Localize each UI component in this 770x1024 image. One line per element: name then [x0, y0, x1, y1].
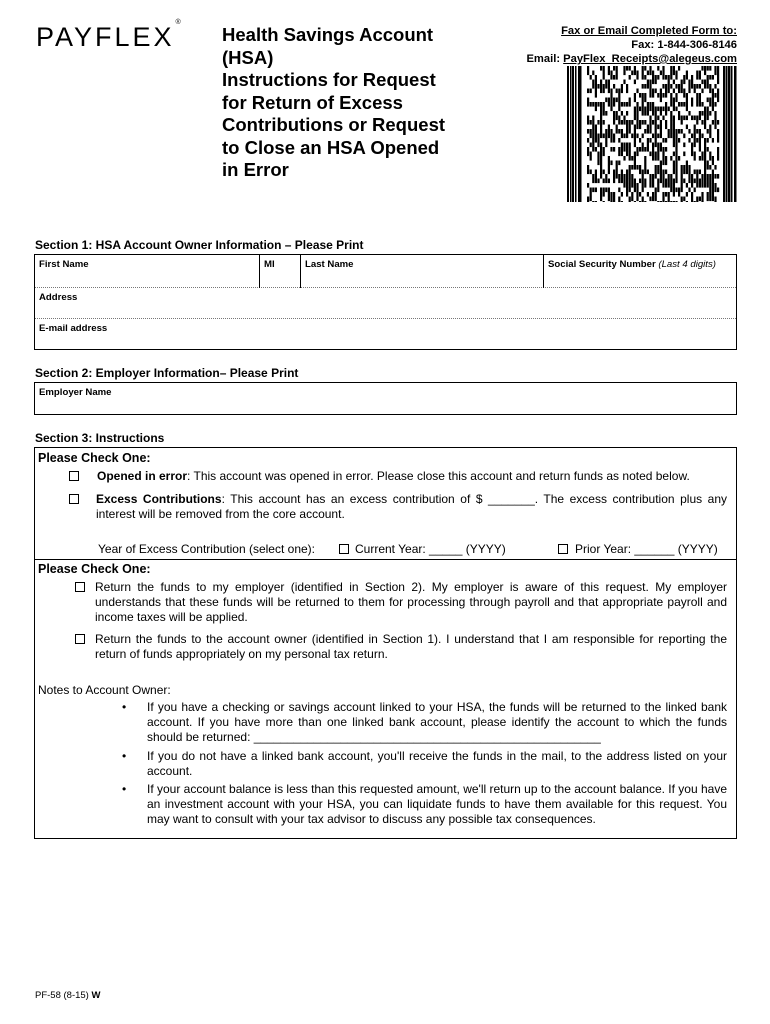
fax-number: Fax: 1-844-306-8146	[631, 39, 737, 51]
mi-field[interactable]: MI	[260, 255, 301, 288]
opened-in-error-checkbox[interactable]	[69, 471, 79, 481]
ssn-field[interactable]: Social Security Number (Last 4 digits)	[548, 259, 716, 270]
barcode-image	[567, 66, 737, 202]
return-to-owner-checkbox[interactable]	[75, 634, 85, 644]
form-title: Health Savings Account (HSA) Instructions for Request for Return of Excess Contributions or Request to Close an HSA Opened in Error	[222, 24, 446, 180]
payflex-logo: PAYFLEX®	[36, 19, 181, 52]
section3-title: Section 3: Instructions	[35, 431, 165, 445]
divider	[35, 559, 736, 560]
prior-year-field[interactable]: Prior Year: ______ (YYYY)	[575, 542, 718, 556]
email-link[interactable]: PayFlex_Receipts@alegeus.com	[563, 53, 737, 65]
bullet-icon: •	[122, 749, 127, 763]
section2-title: Section 2: Employer Information– Please Print	[35, 366, 299, 380]
opened-in-error-option: Opened in error: This account was opened in error. Please close this account and return funds as noted below.	[97, 469, 690, 483]
section1-box	[34, 254, 737, 350]
return-to-owner-option: Return the funds to the account owner (identified in Section 1). I understand that I am responsible for reporting the return of funds appropriately on my personal tax return.	[95, 632, 727, 661]
submission-info: Fax or Email Completed Form to: Fax: 1-844-306-8146 Email: PayFlex_Receipts@alegeus.com	[526, 25, 737, 65]
address-field[interactable]: Address	[35, 288, 736, 319]
first-name-field[interactable]: First Name	[35, 255, 260, 288]
return-to-employer-checkbox[interactable]	[75, 582, 85, 592]
note-no-linked-account: If you do not have a linked bank account, you'll receive the funds in the mail, to the address listed on your account.	[147, 749, 727, 778]
return-to-employer-option: Return the funds to my employer (identified in Section 2). My employer is aware of this request. My employer understands that these funds will be returned to them for processing through payroll and that appropriate payroll and income taxes will be applied.	[95, 580, 727, 624]
employer-name-field[interactable]: Employer Name	[34, 382, 737, 415]
note-linked-account: If you have a checking or savings account linked to your HSA, the funds will be returned to the linked bank account. If you have more than one linked bank account, please identify the account to which the funds should be returned: ____________________________________________________	[147, 700, 727, 744]
check-one-heading-2: Please Check One:	[38, 562, 151, 576]
notes-heading: Notes to Account Owner:	[38, 683, 171, 697]
excess-contributions-checkbox[interactable]	[69, 494, 79, 504]
fax-heading: Fax or Email Completed Form to:	[561, 25, 737, 37]
email-field[interactable]: E-mail address	[39, 323, 108, 334]
excess-contributions-option: Excess Contributions: This account has an excess contribution of $ _______. The excess contribution plus any interest will be removed from the core account.	[96, 492, 728, 521]
bullet-icon: •	[122, 700, 127, 714]
year-label: Year of Excess Contribution (select one):	[98, 542, 316, 556]
check-one-heading: Please Check One:	[38, 451, 151, 465]
note-account-balance: If your account balance is less than this requested amount, we'll return up to the account balance. If you have an investment account with your HSA, you can liquidate funds to have them available for this request. You may want to consult with your tax advisor to discuss any possible tax consequences.	[147, 782, 727, 826]
form-code: PF-58 (8-15) W	[35, 990, 101, 1001]
prior-year-checkbox[interactable]	[558, 544, 568, 554]
last-name-field[interactable]: Last Name	[301, 255, 544, 288]
current-year-field[interactable]: Current Year: _____ (YYYY)	[355, 542, 506, 556]
current-year-checkbox[interactable]	[339, 544, 349, 554]
section1-title: Section 1: HSA Account Owner Information – Please Print	[35, 238, 364, 252]
bullet-icon: •	[122, 782, 127, 796]
